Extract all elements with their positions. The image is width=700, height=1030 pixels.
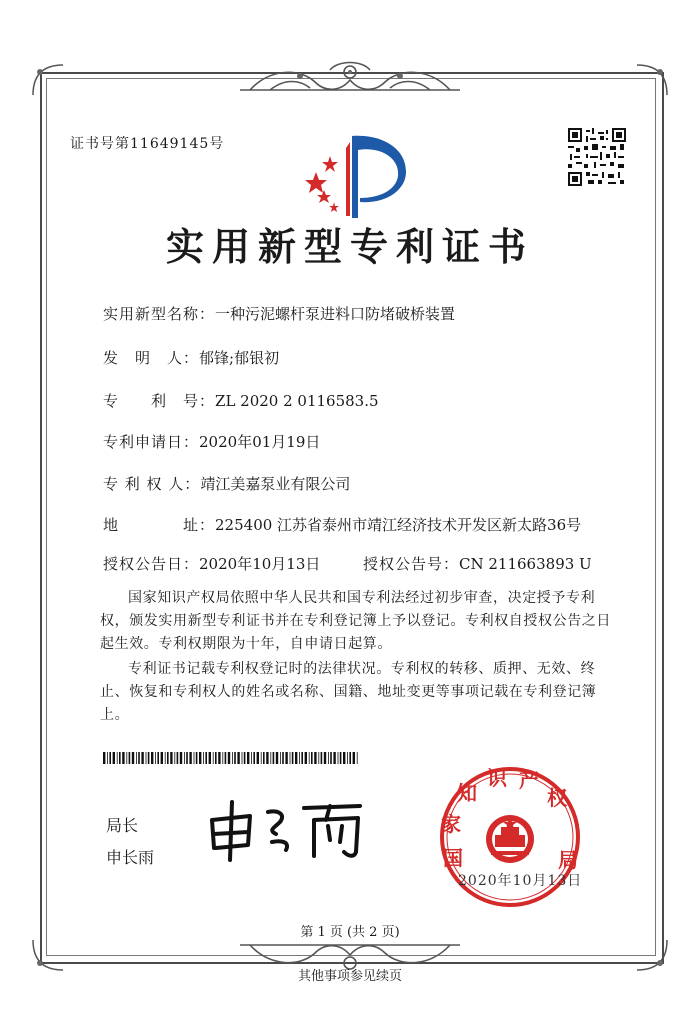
field-value: CN 211663893 U xyxy=(459,555,592,573)
director-title: 局长 xyxy=(106,816,139,835)
corner-ornament-top-left xyxy=(28,60,68,100)
svg-text:产: 产 xyxy=(519,768,539,792)
field-address xyxy=(103,514,581,535)
qr-code xyxy=(568,128,626,186)
svg-text:知: 知 xyxy=(457,781,477,805)
certificate-title: 实用新型专利证书 xyxy=(165,225,534,269)
field-value: 2020年10月13日 xyxy=(199,555,321,573)
field-label: 授权公告号： xyxy=(363,555,460,573)
field-patentee xyxy=(103,473,350,494)
barcode xyxy=(103,752,358,764)
field-value: ZL 2020 2 0116583.5 xyxy=(215,392,379,410)
field-label: 实用新型名称： xyxy=(103,305,216,323)
grant-statement-paragraph: 国家知识产权局依照中华人民共和国专利法经过初步审查，决定授予专利权，颁发实用新型专利证书并在专利登记簿上予以登记。专利权自授权公告之日起生效。专利权期限为十年，自申请日起算。 xyxy=(100,590,611,652)
svg-text:局: 局 xyxy=(558,848,578,872)
field-utility-model-name xyxy=(103,303,455,324)
seal-date: 2020年10月13日 xyxy=(458,873,583,889)
field-value: 郁锋;郁银初 xyxy=(199,349,280,367)
svg-text:家: 家 xyxy=(441,812,461,836)
field-grant-date xyxy=(103,553,320,574)
legal-status-paragraph: 专利证书记载专利权登记时的法律状况。专利权的转移、质押、无效、终止、恢复和专利权人的姓名或名称、国籍、地址变更等事项记载在专利登记簿上。 xyxy=(100,661,597,723)
svg-text:识: 识 xyxy=(487,766,507,790)
top-ornament xyxy=(0,50,700,110)
field-grant-number xyxy=(363,553,592,574)
svg-text:权: 权 xyxy=(547,786,567,810)
field-value: 靖江美嘉泵业有限公司 xyxy=(200,475,351,493)
official-seal xyxy=(425,765,595,915)
field-label: 地 址： xyxy=(103,516,216,534)
field-value: 一种污泥螺杆泵进料口防堵破桥装置 xyxy=(215,305,456,323)
field-inventors xyxy=(103,347,279,368)
field-label: 发 明 人： xyxy=(103,349,200,367)
director-name: 申长雨 xyxy=(106,848,155,867)
field-label: 专 利 权 人： xyxy=(103,475,201,493)
svg-text:国: 国 xyxy=(443,846,463,870)
field-label: 授权公告日： xyxy=(103,555,200,573)
field-label: 专 利 号： xyxy=(103,392,216,410)
field-label: 专利申请日： xyxy=(103,433,200,451)
field-filing-date xyxy=(103,431,320,452)
field-value: 2020年01月19日 xyxy=(199,433,321,451)
director-signature xyxy=(202,790,372,865)
certificate-number: 证书号第11649145号 xyxy=(70,136,225,152)
field-patent-number xyxy=(103,390,379,411)
cnipa-logo xyxy=(300,128,412,220)
field-value: 225400 江苏省泰州市靖江经济技术开发区新太路36号 xyxy=(215,516,582,534)
page-number: 第 1 页 (共 2 页) xyxy=(300,925,400,940)
corner-ornament-top-right xyxy=(632,60,672,100)
footer-note: 其他事项参见续页 xyxy=(297,969,402,984)
